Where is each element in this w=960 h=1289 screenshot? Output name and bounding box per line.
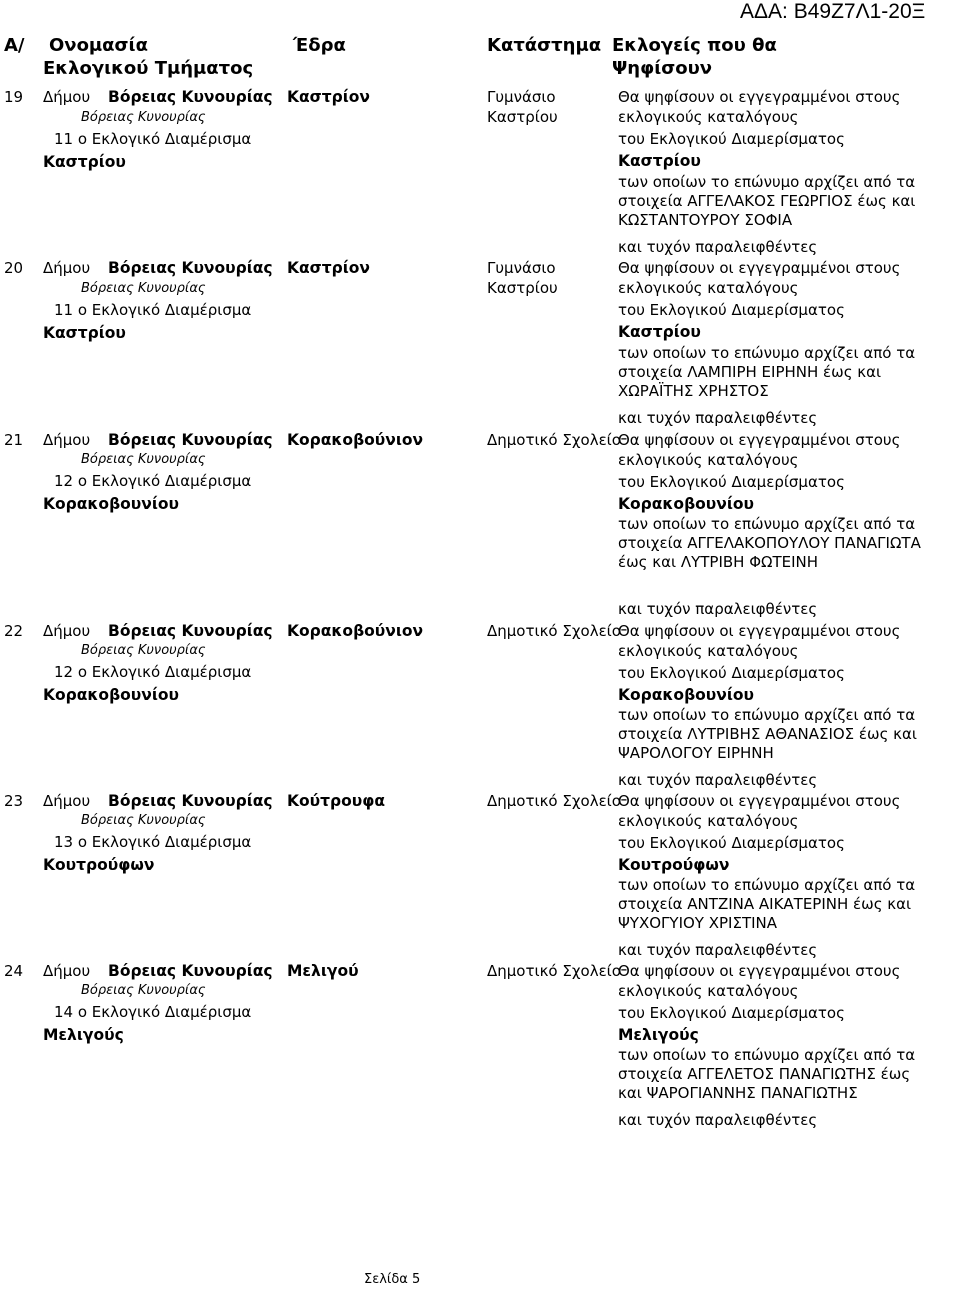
row-municipality: Βόρειας Κυνουρίας: [108, 88, 273, 106]
row-number: 23: [4, 792, 24, 810]
row-seat: Κούτρουφα: [287, 792, 386, 810]
row-dimou: Δήμου: [43, 88, 91, 106]
row-voters-line1: Θα ψηφίσουν οι εγγεγραμμένοι στους: [618, 88, 901, 106]
header-voters-line1: Εκλογείς που θα: [612, 35, 777, 56]
row-seat: Καστρίον: [287, 259, 370, 277]
row-seat: Μελιγού: [287, 962, 359, 980]
row-municipality: Βόρειας Κυνουρίας: [108, 962, 273, 980]
row-voters-omitted: και τυχόν παραλειφθέντες: [618, 238, 818, 256]
row-voters-line3: του Εκλογικού Διαμερίσματος: [618, 1004, 845, 1022]
row-building-line1: Δημοτικό Σχολείο: [487, 431, 621, 449]
row-building-line1: Δημοτικό Σχολείο: [487, 962, 621, 980]
row-municipality-small: Βόρειας Κυνουρίας: [81, 281, 206, 296]
ada-code: ΑΔΑ: Β49Ζ7Λ1-20Ξ: [740, 0, 926, 23]
row-voters-line2: εκλογικούς καταλόγους: [618, 108, 799, 126]
row-dimou: Δήμου: [43, 431, 91, 449]
row-district-name: Καστρίου: [43, 153, 126, 171]
row-number: 22: [4, 622, 24, 640]
row-dimou: Δήμου: [43, 792, 91, 810]
row-municipality-small: Βόρειας Κυνουρίας: [81, 643, 206, 658]
row-voters-line7: έως και ΛΥΤΡΙΒΗ ΦΩΤΕΙΝΗ: [618, 553, 819, 571]
row-voters-line5: των οποίων το επώνυμο αρχίζει από τα: [618, 876, 916, 894]
row-dimou: Δήμου: [43, 259, 91, 277]
row-municipality: Βόρειας Κυνουρίας: [108, 792, 273, 810]
row-voters-district: Κουτρούφων: [618, 856, 730, 874]
row-voters-district: Κορακοβουνίου: [618, 686, 754, 704]
row-municipality-small: Βόρειας Κυνουρίας: [81, 110, 206, 125]
row-voters-line7: ΚΩΣΤΑΝΤΟΥΡΟΥ ΣΟΦΙΑ: [618, 211, 793, 229]
row-voters-line7: ΨΑΡΟΛΟΓΟΥ ΕΙΡΗΝΗ: [618, 744, 774, 762]
row-voters-line7: ΧΩΡΑΪΤΗΣ ΧΡΗΣΤΟΣ: [618, 382, 769, 400]
row-district-name: Κουτρούφων: [43, 856, 155, 874]
row-district-line: 13 ο Εκλογικό Διαμέρισμα: [54, 833, 252, 851]
row-seat: Κορακοβούνιον: [287, 622, 424, 640]
row-voters-line5: των οποίων το επώνυμο αρχίζει από τα: [618, 515, 916, 533]
row-district-line: 11 ο Εκλογικό Διαμέρισμα: [54, 301, 252, 319]
row-voters-line2: εκλογικούς καταλόγους: [618, 982, 799, 1000]
row-voters-line1: Θα ψηφίσουν οι εγγεγραμμένοι στους: [618, 962, 901, 980]
row-voters-line5: των οποίων το επώνυμο αρχίζει από τα: [618, 344, 916, 362]
row-voters-line1: Θα ψηφίσουν οι εγγεγραμμένοι στους: [618, 431, 901, 449]
row-voters-omitted: και τυχόν παραλειφθέντες: [618, 409, 818, 427]
header-name-line1: Ονομασία: [49, 35, 148, 56]
row-municipality: Βόρειας Κυνουρίας: [108, 622, 273, 640]
row-voters-line5: των οποίων το επώνυμο αρχίζει από τα: [618, 173, 916, 191]
row-building-line1: Δημοτικό Σχολείο: [487, 792, 621, 810]
header-voters-line2: Ψηφίσουν: [612, 58, 713, 79]
row-district-name: Καστρίου: [43, 324, 126, 342]
row-number: 20: [4, 259, 24, 277]
row-district-line: 12 ο Εκλογικό Διαμέρισμα: [54, 472, 252, 490]
row-district-line: 11 ο Εκλογικό Διαμέρισμα: [54, 130, 252, 148]
row-voters-line5: των οποίων το επώνυμο αρχίζει από τα: [618, 1046, 916, 1064]
row-municipality-small: Βόρειας Κυνουρίας: [81, 813, 206, 828]
row-district-name: Κορακοβουνίου: [43, 495, 179, 513]
row-building-line1: Γυμνάσιο: [487, 88, 556, 106]
row-voters-district: Καστρίου: [618, 152, 701, 170]
row-voters-line3: του Εκλογικού Διαμερίσματος: [618, 664, 845, 682]
row-voters-line5: των οποίων το επώνυμο αρχίζει από τα: [618, 706, 916, 724]
row-voters-district: Κορακοβουνίου: [618, 495, 754, 513]
row-voters-line6: στοιχεία ΛΑΜΠΙΡΗ ΕΙΡΗΝΗ έως και: [618, 363, 882, 381]
row-voters-line1: Θα ψηφίσουν οι εγγεγραμμένοι στους: [618, 622, 901, 640]
row-voters-line2: εκλογικούς καταλόγους: [618, 451, 799, 469]
row-voters-line6: στοιχεία ΑΓΓΕΛΑΚΟΣ ΓΕΩΡΓΙΟΣ έως και: [618, 192, 916, 210]
header-aa: Α/: [4, 35, 25, 56]
row-dimou: Δήμου: [43, 622, 91, 640]
header-name-line2: Εκλογικού Τμήματος: [43, 58, 254, 79]
page-number: Σελίδα 5: [364, 1272, 421, 1287]
row-voters-line6: στοιχεία ΑΓΓΕΛΑΚΟΠΟΥΛΟΥ ΠΑΝΑΓΙΩΤΑ: [618, 534, 921, 552]
row-voters-line3: του Εκλογικού Διαμερίσματος: [618, 130, 845, 148]
row-voters-district: Καστρίου: [618, 323, 701, 341]
header-seat: Έδρα: [293, 35, 346, 56]
row-voters-line7: και ΨΑΡΟΓΙΑΝΝΗΣ ΠΑΝΑΓΙΩΤΗΣ: [618, 1084, 858, 1102]
row-voters-line2: εκλογικούς καταλόγους: [618, 279, 799, 297]
row-municipality-small: Βόρειας Κυνουρίας: [81, 452, 206, 467]
row-number: 24: [4, 962, 24, 980]
row-voters-omitted: και τυχόν παραλειφθέντες: [618, 941, 818, 959]
row-voters-omitted: και τυχόν παραλειφθέντες: [618, 771, 818, 789]
row-building-line1: Γυμνάσιο: [487, 259, 556, 277]
row-voters-line3: του Εκλογικού Διαμερίσματος: [618, 834, 845, 852]
row-voters-line6: στοιχεία ΑΓΓΕΛΕΤΟΣ ΠΑΝΑΓΙΩΤΗΣ έως: [618, 1065, 911, 1083]
row-voters-line7: ΨΥΧΟΓΥΙΟΥ ΧΡΙΣΤΙΝΑ: [618, 914, 778, 932]
row-building-line1: Δημοτικό Σχολείο: [487, 622, 621, 640]
row-number: 21: [4, 431, 24, 449]
row-voters-line6: στοιχεία ΑΝΤΖΙΝΑ ΑΙΚΑΤΕΡΙΝΗ έως και: [618, 895, 912, 913]
row-voters-line1: Θα ψηφίσουν οι εγγεγραμμένοι στους: [618, 792, 901, 810]
row-municipality-small: Βόρειας Κυνουρίας: [81, 983, 206, 998]
row-voters-line3: του Εκλογικού Διαμερίσματος: [618, 473, 845, 491]
row-district-name: Μελιγούς: [43, 1026, 124, 1044]
row-voters-line2: εκλογικούς καταλόγους: [618, 642, 799, 660]
header-building: Κατάστημα: [487, 35, 602, 56]
row-municipality: Βόρειας Κυνουρίας: [108, 259, 273, 277]
row-building-line2: Καστρίου: [487, 279, 558, 297]
row-building-line2: Καστρίου: [487, 108, 558, 126]
row-voters-omitted: και τυχόν παραλειφθέντες: [618, 600, 818, 618]
row-voters-line6: στοιχεία ΛΥΤΡΙΒΗΣ ΑΘΑΝΑΣΙΟΣ έως και: [618, 725, 917, 743]
row-voters-omitted: και τυχόν παραλειφθέντες: [618, 1111, 818, 1129]
row-seat: Κορακοβούνιον: [287, 431, 424, 449]
row-seat: Καστρίον: [287, 88, 370, 106]
row-voters-line1: Θα ψηφίσουν οι εγγεγραμμένοι στους: [618, 259, 901, 277]
row-voters-line3: του Εκλογικού Διαμερίσματος: [618, 301, 845, 319]
row-municipality: Βόρειας Κυνουρίας: [108, 431, 273, 449]
row-voters-district: Μελιγούς: [618, 1026, 699, 1044]
row-district-line: 14 ο Εκλογικό Διαμέρισμα: [54, 1003, 252, 1021]
row-dimou: Δήμου: [43, 962, 91, 980]
row-voters-line2: εκλογικούς καταλόγους: [618, 812, 799, 830]
row-number: 19: [4, 88, 24, 106]
row-district-line: 12 ο Εκλογικό Διαμέρισμα: [54, 663, 252, 681]
row-district-name: Κορακοβουνίου: [43, 686, 179, 704]
